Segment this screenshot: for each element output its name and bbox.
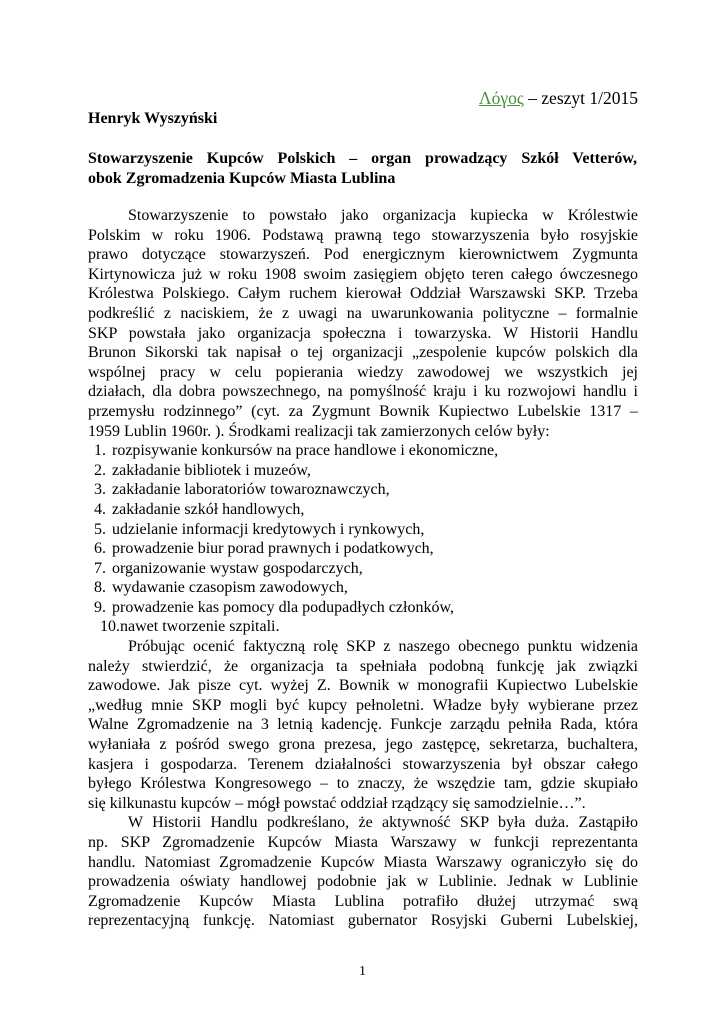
text-line: wspólnej pracy w celu popierania wiedzy zawodowej we wszystkich jej	[88, 363, 638, 381]
text-line: Zgromadzenie Kupców Miasta Lublina potrafiło dłużej utrzymać swą	[88, 892, 638, 910]
text-line: działach, dla dobra powszechnego, na pomyślność kraju i ku rozwojowi handlu i	[88, 383, 638, 401]
text-line: handlu. Natomiast Zgromadzenie Kupców Miasta Warszawy ograniczyło się do	[88, 853, 638, 871]
list-text: zakładanie laboratoriów towaroznawczych,	[112, 481, 390, 499]
journal-name: Λόγος	[478, 88, 524, 108]
list-item	[88, 500, 638, 520]
list-item	[88, 617, 638, 637]
list-number: 2.	[94, 461, 106, 479]
list-item	[88, 559, 638, 579]
text-line: przemysłu rodzinnego” (cyt. za Zygmunt Bownik Kupiectwo Lubelskie 1317 –	[88, 402, 638, 420]
list-item	[88, 578, 638, 598]
list-number: 8.	[94, 579, 106, 597]
text-line: prawo dotyczące stowarzyszeń. Pod energicznym kierownictwem Zygmunta	[88, 246, 638, 264]
text-line: W Historii Handlu podkreślano, że aktywność SKP była duża. Zastąpiło	[128, 814, 638, 832]
list-text: prowadzenie biur porad prawnych i podatkowych,	[112, 540, 434, 558]
paragraph-2	[88, 637, 638, 813]
list-number: 6.	[94, 540, 106, 558]
list-item	[88, 539, 638, 559]
text-line: Brunon Sikorski tak napisał o tej organizacji „zespolenie kupców polskich dla	[88, 344, 638, 362]
journal-issue: – zeszyt 1/2015	[523, 88, 638, 108]
list-number: 3.	[94, 481, 106, 499]
text-line: Próbując ocenić faktyczną rolę SKP z naszego obecnego punktu widzenia	[128, 638, 638, 656]
list-number: 1.	[94, 442, 106, 460]
paragraph-3	[88, 813, 638, 931]
list-text: prowadzenie kas pomocy dla podupadłych członków,	[112, 598, 454, 616]
list-number: 7.	[94, 559, 106, 577]
author-name: Henryk Wyszyński	[88, 110, 218, 127]
list-text: zakładanie szkół handlowych,	[112, 500, 305, 518]
text-line: byłego Królestwa Kongresowego – to znaczy, że wszędzie tam, gdzie skupiało	[88, 775, 638, 793]
text-line: Kirtynowicza już w roku 1908 swoim zasięgiem objęto teren całego ówczesnego	[88, 265, 638, 283]
text-line: należy stwierdzić, że organizacja ta spełniała podobną funkcję jak związki	[88, 657, 638, 675]
article-title	[88, 149, 637, 189]
list-text: wydawanie czasopism zawodowych,	[112, 579, 348, 597]
list-text: udzielanie informacji kredytowych i rynkowych,	[112, 520, 425, 538]
article-body	[88, 206, 638, 931]
list-number: 4.	[94, 500, 106, 518]
list-item	[88, 480, 638, 500]
text-line: zawodowe. Jak pisze cyt. wyżej Z. Bownik w monografii Kupiectwo Lubelskie	[88, 677, 638, 695]
text-line: kasjera i gospodarza. Terenem działalności stowarzyszenia był obszar całego	[88, 755, 638, 773]
list-item	[88, 598, 638, 618]
text-line: 1959 Lublin 1960r. ). Środkami realizacji tak zamierzonych celów były:	[88, 422, 550, 440]
text-line: prowadzenia oświaty handlowej podobnie jak w Lublinie. Jednak w Lublinie	[88, 873, 638, 891]
list-number: 9.	[94, 598, 106, 616]
title-line: obok Zgromadzenia Kupców Miasta Lublina	[88, 170, 396, 187]
list-text: rozpisywanie konkursów na prace handlowe i ekonomiczne,	[112, 442, 499, 460]
text-line: się kilkunastu kupców – mógł powstać oddział rządzący się samodzielnie…”.	[88, 794, 586, 812]
text-line: Stowarzyszenie to powstało jako organizacja kupiecka w Królestwie	[128, 207, 638, 224]
text-line: Walne Zgromadzenie na 3 letnią kadencję. Funkcje zarządu pełniła Rada, która	[88, 716, 638, 734]
list-number: 10.	[100, 618, 120, 636]
text-line: podkreślić z naciskiem, że z uwagi na uwarunkowania polityczne – formalnie	[88, 304, 638, 322]
list-item	[88, 461, 638, 481]
text-line: „według mnie SKP mogli być kupcy pełnoletni. Władze były wybierane przez	[88, 696, 638, 714]
title-line: Stowarzyszenie Kupców Polskich – organ prowadzący Szkół Vetterów,	[88, 150, 637, 167]
text-line: SKP powstała jako organizacja społeczna i towarzyska. W Historii Handlu	[88, 324, 638, 342]
text-line: reprezentacyjną funkcję. Natomiast gubernator Rosyjski Guberni Lubelskiej,	[88, 912, 638, 930]
list-number: 5.	[94, 520, 106, 538]
text-line: np. SKP Zgromadzenie Kupców Miasta Warszawy w funkcji reprezentanta	[88, 834, 638, 851]
journal-header	[479, 87, 638, 109]
list-text: zakładanie bibliotek i muzeów,	[112, 461, 311, 479]
list-text: nawet tworzenie szpitali.	[120, 618, 280, 636]
paragraph-1	[88, 206, 638, 441]
text-line: Polskim w roku 1906. Podstawą prawną tego stowarzyszenia było rosyjskie	[88, 226, 638, 244]
list-text: organizowanie wystaw gospodarczych,	[112, 559, 363, 577]
text-line: Królestwa Polskiego. Całym ruchem kierował Oddział Warszawski SKP. Trzeba	[88, 285, 638, 303]
list-item	[88, 441, 638, 461]
goals-list	[88, 441, 638, 637]
text-line: wyłaniała z pośród swego grona prezesa, jego zastępcę, sekretarza, buchaltera,	[88, 736, 638, 754]
page-number: 1	[359, 964, 366, 979]
list-item	[88, 520, 638, 540]
